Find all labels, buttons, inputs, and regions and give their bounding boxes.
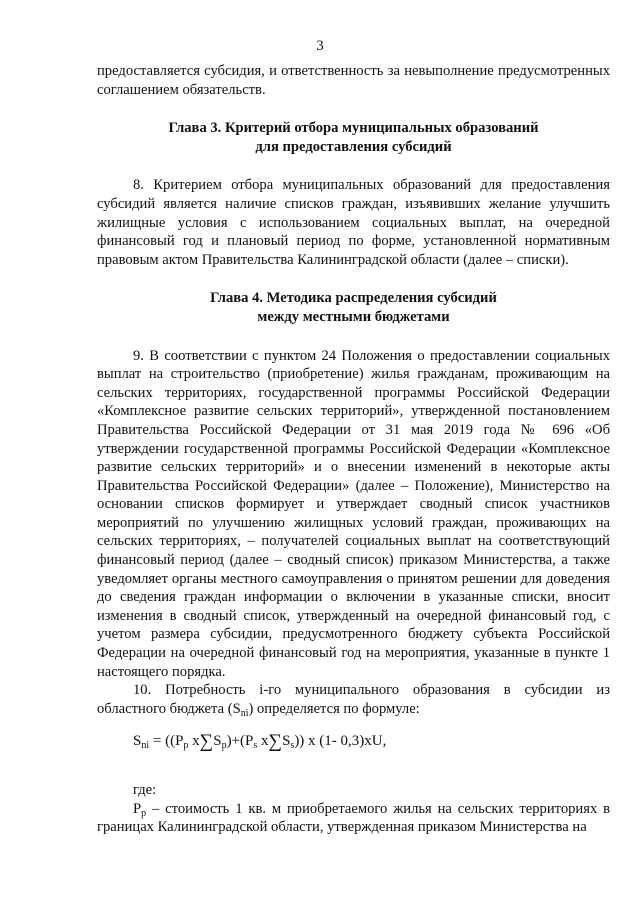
definition-pp: $P_p$ – стоимость 1 кв. м приобретаемого жилья на сельских территориях в границах Калининградской области, утвержденная приказом Министерства на [97, 800, 610, 836]
where-label: где: [133, 782, 157, 798]
chapter-4-title-line2: между местными бюджетами [257, 308, 450, 325]
chapter-3-heading [97, 119, 610, 156]
chapter-3-title-line1: Глава 3. Критерий отбора муниципальных образований [168, 120, 539, 137]
chapter-4-heading [97, 289, 610, 326]
paragraph-10: 10. Потребность i-го муниципального образования в субсидии из областного бюджета $(S_{ni})$ определяется по формуле: [97, 682, 610, 719]
allocation-formula: $S_{ni} = ((P_p$ $x\sum S_p)+(P_s$ $x\sum S_s$)) x (1- 0,3)xU, [133, 731, 387, 753]
page-number: 3 [316, 38, 324, 54]
document-body [97, 62, 610, 837]
sum-symbol: ∑ [199, 731, 214, 753]
chapter-4-title-line1: Глава 4. Методика распределения субсидий [210, 290, 497, 307]
sum-symbol: ∑ [268, 731, 283, 753]
chapter-3-title-line2: для предоставления субсидий [255, 138, 452, 155]
paragraph-8: 8. Критерием отбора муниципальных образований для предоставления субсидий является наличие списков граждан, изъявивших желание улучшить жилищные условия с использованием социальных выплат, на очередной финансовый год и плановый период по форме, установленной нормативным правовым актом Правительства Калининградской области (далее – списки). [97, 177, 610, 268]
paragraph-continuation: предоставляется субсидия, и ответственность за невыполнение предусмотренных соглашением обязательств. [97, 63, 610, 98]
paragraph-9: 9. В соответствии с пунктом 24 Положения о предоставлении социальных выплат на строительство (приобретение) жилья гражданам, проживающим на сельских территориях, государственной программы Российской Федерации «Комплексное развитие сельских территорий», утвержденной постановлением Правительства Российской Федерации от 31 мая 2019 года № 696 «Об утверждении государственной программы Российской Федерации «Комплексное развитие сельских территорий» и о внесении изменений в некоторые акты Правительства Российской Федерации» (далее – Положение), Министерство на основании списков формирует и утверждает сводный список участников мероприятий по улучшению жилищных условий граждан, проживающих на сельских территориях, – получателей социальных выплат на соответствующий финансовый период (далее – сводный список) приказом Министерства, а также уведомляет органы местного самоуправления о принятом решении для доведения до сведения граждан информации о включении в указанные списки, вносит изменения в сводный список, утвержденный на очередной финансовый год, с учетом размера субсидии, предусмотренного бюджету субъекта Российской Федерации на очередной финансовый год на мероприятия, указанные в пункте 1 настоящего порядка. [97, 347, 610, 680]
